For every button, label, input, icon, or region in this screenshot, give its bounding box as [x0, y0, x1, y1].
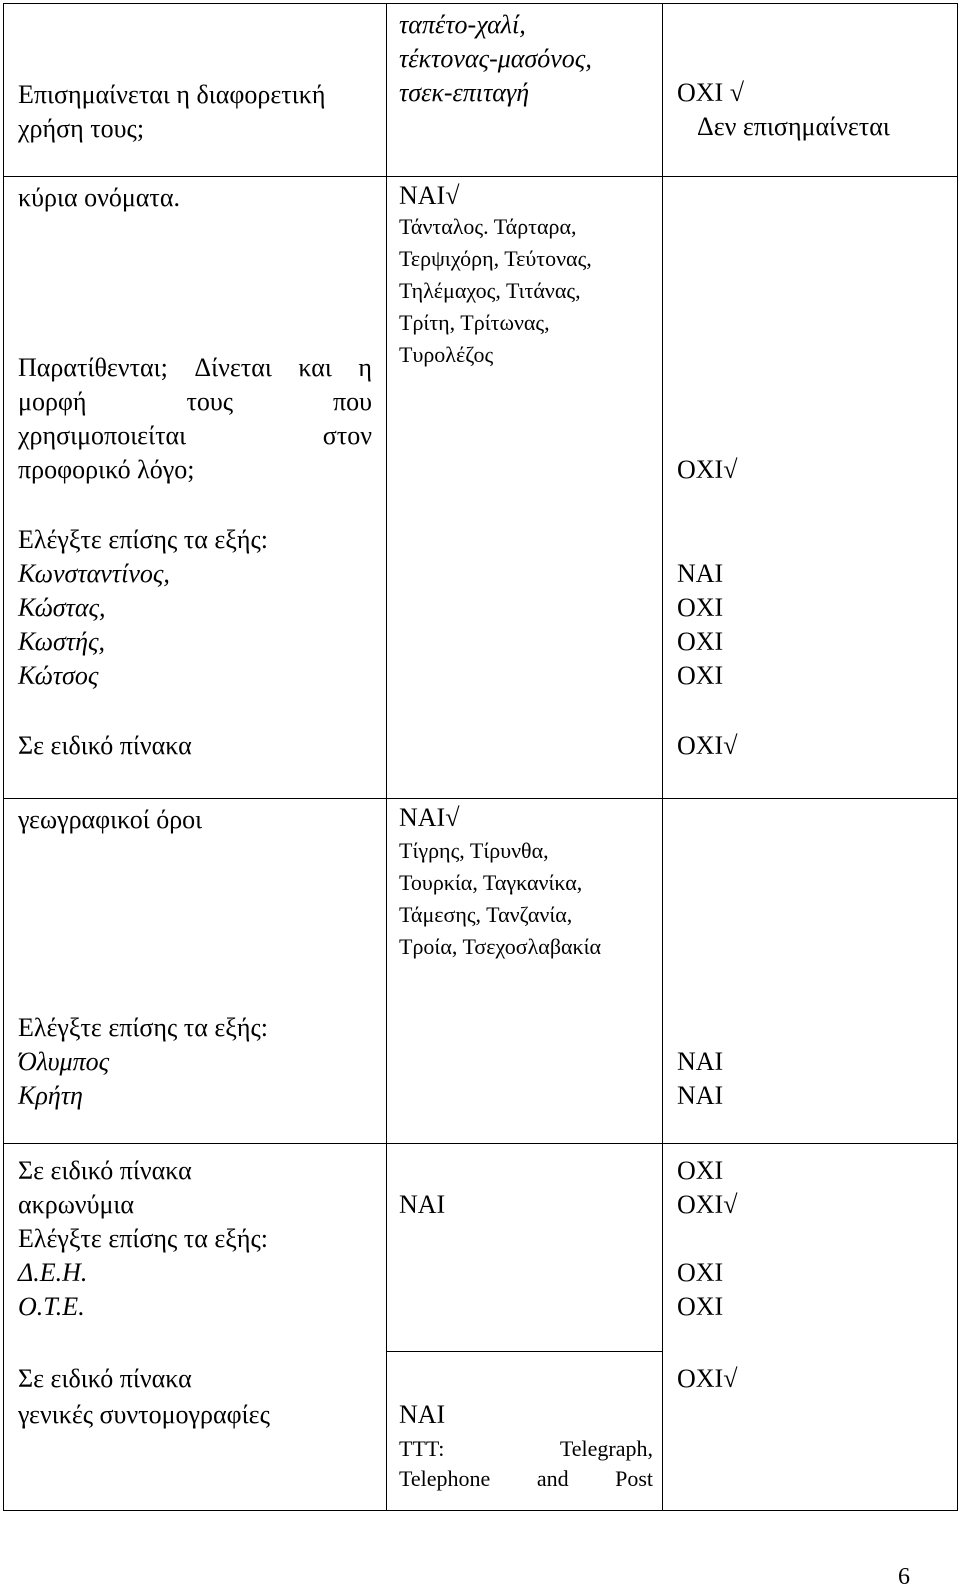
example-text: Τάνταλος. Τάρταρα,: [399, 214, 577, 239]
table-cell: [663, 799, 958, 1144]
table-cell: [387, 1352, 663, 1511]
answer-text: ΟΧΙ: [677, 661, 724, 690]
row-heading: γεωγραφικοί όροι: [18, 805, 203, 834]
check-heading: Ελέγξτε επίσης τα εξής:: [18, 525, 268, 554]
answer-text: ΟΧΙ √: [677, 78, 744, 107]
answer-text: ΝΑΙ: [677, 1047, 724, 1076]
row-heading: γενικές συντομογραφίες: [18, 1399, 270, 1429]
example-text: ΤΤΤ: Telegraph,: [399, 1436, 653, 1461]
example-text: ταπέτο-χαλί,: [399, 10, 526, 39]
answer-text: ΟΧΙ√: [677, 731, 738, 760]
check-item: Κωνσταντίνος,: [18, 559, 170, 588]
criteria-table: [3, 3, 958, 1511]
example-text: Τερψιχόρη, Τεύτονας,: [399, 246, 592, 271]
special-table-note: Σε ειδικό πίνακα: [18, 731, 192, 760]
table-cell: [663, 4, 958, 177]
table-cell: [387, 1144, 663, 1352]
answer-text: ΟΧΙ√: [677, 1190, 738, 1219]
question-text: Επισημαίνεται η διαφορετική: [18, 80, 326, 109]
table-cell: [663, 177, 958, 799]
table-cell: [387, 177, 663, 799]
answer-text: ΟΧΙ√: [677, 455, 738, 484]
question-text: χρήση τους;: [18, 114, 145, 143]
answer-text: ΝΑΙ√: [399, 181, 460, 210]
example-text: Τουρκία, Ταγκανίκα,: [399, 870, 583, 895]
question-text: μορφή τους που: [18, 387, 372, 416]
answer-text: ΝΑΙ: [399, 1190, 446, 1219]
row-heading: κύρια ονόματα.: [18, 183, 180, 212]
table-cell: [4, 1352, 387, 1511]
special-table-note: Σε ειδικό πίνακα: [18, 1156, 192, 1185]
answer-text: ΝΑΙ: [677, 559, 724, 588]
check-item: Δ.Ε.Η.: [18, 1258, 88, 1287]
answer-text: Δεν επισημαίνεται: [697, 112, 890, 141]
answer-text: ΝΑΙ: [677, 1081, 724, 1110]
table-row: [4, 1144, 958, 1352]
answer-text: ΟΧΙ: [677, 1258, 724, 1287]
table-row: [4, 177, 958, 799]
check-item: Ο.Τ.Ε.: [18, 1292, 85, 1321]
check-item: Κωστής,: [18, 627, 106, 656]
special-table-note: Σε ειδικό πίνακα: [18, 1363, 192, 1393]
check-heading: Ελέγξτε επίσης τα εξής:: [18, 1013, 268, 1042]
example-text: Τάμεσης, Τανζανία,: [399, 902, 573, 927]
check-item: Κώστας,: [18, 593, 106, 622]
row-heading: ακρωνύμια: [18, 1190, 134, 1219]
table-cell: [663, 1144, 958, 1352]
example-text: Τυρολέζος: [399, 342, 494, 367]
answer-text: ΝΑΙ√: [399, 803, 460, 832]
page-number: 6: [898, 1564, 910, 1590]
check-item: Κώτσος: [18, 661, 99, 690]
example-text: τέκτονας-μασόνος,: [399, 44, 592, 73]
table-row: [4, 799, 958, 1144]
answer-text: ΟΧΙ√: [677, 1363, 738, 1393]
example-text: Τροία, Τσεχοσλαβακία: [399, 934, 602, 959]
answer-text: ΟΧΙ: [677, 627, 724, 656]
check-heading: Ελέγξτε επίσης τα εξής:: [18, 1224, 268, 1253]
answer-text: ΝΑΙ: [399, 1400, 446, 1429]
question-text: χρησιμοποιείται στον: [18, 421, 372, 450]
table-cell: [4, 4, 387, 177]
question-text: προφορικό λόγο;: [18, 455, 195, 484]
example-text: Τρίτη, Τρίτωνας,: [399, 310, 550, 335]
example-text: Telephone and Post: [399, 1466, 653, 1491]
table-cell: [387, 4, 663, 177]
check-item: Όλυμπος: [18, 1047, 110, 1076]
check-item: Κρήτη: [18, 1081, 83, 1110]
table-row: [4, 1352, 958, 1511]
table-cell: [4, 177, 387, 799]
example-text: τσεκ-επιταγή: [399, 78, 530, 107]
table-cell: [387, 799, 663, 1144]
answer-text: ΟΧΙ: [677, 593, 724, 622]
answer-text: ΟΧΙ: [677, 1156, 724, 1185]
answer-text: ΟΧΙ: [677, 1292, 724, 1321]
table-cell: [663, 1352, 958, 1511]
table-cell: [4, 1144, 387, 1352]
table-row: [4, 4, 958, 177]
table-cell: [4, 799, 387, 1144]
example-text: Τίγρης, Τίρυνθα,: [399, 838, 549, 863]
question-text: Παρατίθενται; Δίνεται και η: [18, 353, 372, 382]
example-text: Τηλέμαχος, Τιτάνας,: [399, 278, 581, 303]
